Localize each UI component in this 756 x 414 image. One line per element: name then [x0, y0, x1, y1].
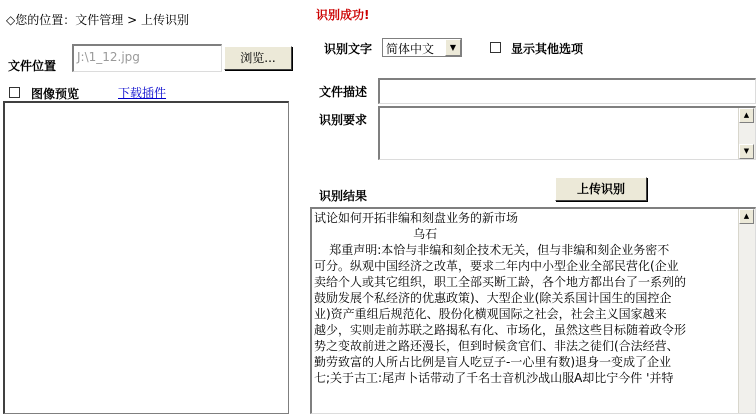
other-options-checkbox[interactable] [490, 42, 501, 53]
result-line: 乌石 [314, 227, 438, 241]
browse-button[interactable]: 浏览... [224, 46, 292, 70]
upload-recognize-button[interactable]: 上传识别 [555, 177, 647, 201]
recognition-requirement-label: 识别要求 [319, 113, 368, 127]
recognition-result-textarea[interactable] [310, 207, 756, 414]
breadcrumb-separator: > [123, 13, 141, 27]
result-line: 势之变故前进之路还漫长，但到时候贪官们、非法之徒们(合法经营、 [314, 339, 679, 353]
result-line: 可分。纵观中国经济之改革，要求二年内中小型企业全部民营化(企业 [314, 259, 679, 273]
download-plugin-link[interactable]: 下载插件 [118, 86, 167, 100]
recognition-result-label: 识别结果 [319, 189, 368, 203]
breadcrumb-prefix: ◇您的位置： [6, 13, 76, 27]
file-location-label: 文件位置 [8, 59, 57, 73]
scroll-up-icon[interactable]: ▲ [739, 108, 754, 123]
result-line: 卖给个人或其它组织，职工全部买断工龄，各个地方都出台了一系列的 [314, 275, 687, 289]
file-path-input[interactable]: J:\1_12.jpg [72, 44, 222, 72]
recognition-requirement-textarea[interactable] [378, 106, 756, 160]
result-line: 越少，实则走前苏联之路揭私有化、市场化，虽然这些目标随着政令形 [314, 323, 687, 337]
result-line: 七;关于古工:尾声卜话带动了千名士音机沙战山服A却比宁今件 '并特 [314, 371, 674, 385]
result-line: 试论如何开拓非编和刻盘业务的新市场 [314, 211, 519, 225]
chevron-down-icon[interactable]: ▼ [445, 39, 461, 56]
language-selected-value: 简体中文 [386, 42, 435, 56]
recognition-text-label: 识别文字 [324, 42, 373, 56]
file-description-input[interactable] [378, 78, 756, 104]
status-message: 识别成功! [316, 8, 370, 22]
result-line: 业)资产重组后规范化、股份化横观国际之社会，社会主义国家越来 [314, 307, 667, 321]
result-text [314, 210, 738, 386]
breadcrumb-item-upload-recognize[interactable]: 上传识别 [140, 13, 189, 27]
language-select[interactable] [382, 38, 462, 57]
result-scrollbar[interactable] [738, 209, 755, 413]
breadcrumb-item-file-management[interactable]: 文件管理 [75, 13, 124, 27]
scroll-up-icon[interactable]: ▲ [739, 209, 754, 224]
scroll-down-icon[interactable]: ▼ [739, 144, 754, 159]
result-line: 勤劳致富的人所占比例是盲人吃豆子-一心里有数)退身一变成了企业 [314, 355, 672, 369]
result-line: 郑重声明:本恰与非编和刻企技术无关，但与非编和刻企业务密不 [314, 243, 670, 257]
image-preview-checkbox[interactable] [9, 87, 20, 98]
requirement-scrollbar[interactable] [738, 108, 755, 159]
other-options-label: 显示其他选项 [511, 42, 584, 56]
file-description-label: 文件描述 [319, 85, 368, 99]
image-preview-label: 图像预览 [31, 87, 80, 101]
result-line: 鼓励发展个私经济的优惠政策)、大型企业(除关系国计国生的国控企 [314, 291, 672, 305]
breadcrumb [6, 11, 189, 28]
image-preview-area [3, 101, 289, 414]
